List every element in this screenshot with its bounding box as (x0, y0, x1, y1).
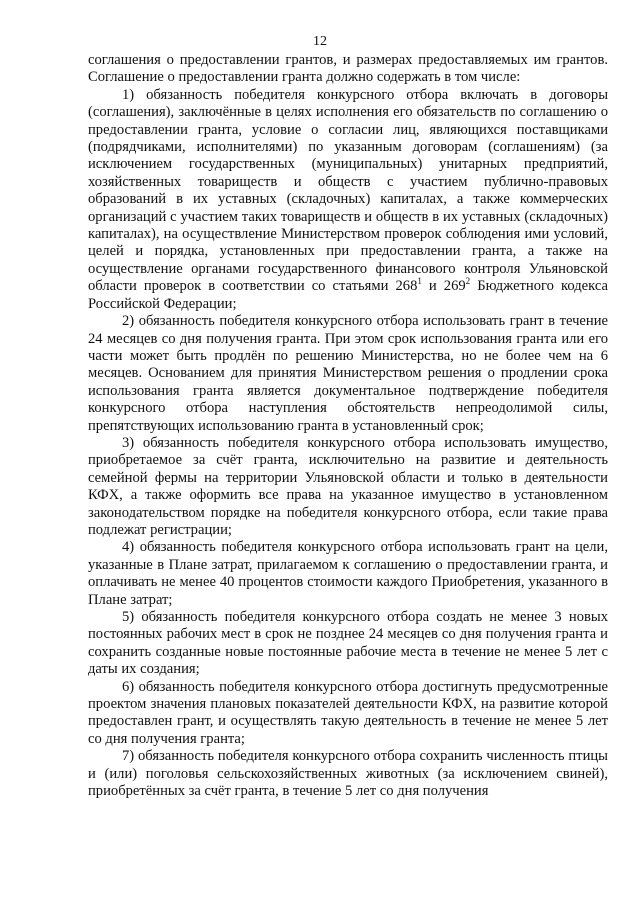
paragraph-item-1-tail: Бюджетного кодекса Российской Федерации; (88, 278, 608, 312)
paragraph-item-1-mid: и 269 (421, 278, 466, 295)
document-body (88, 52, 608, 800)
page-number: 12 (313, 34, 327, 49)
paragraph-item-3: 3) обязанность победителя конкурсного отбора использовать имущество, приобретаемое за счёт гранта, исключительно на развитие и деятельность семейной фермы на территории Ульяновской области и только в деятельности КФХ, а также оформить все права на указанное имущество в установленном законодательством порядке на победителя конкурсного отбора, если такие права подлежат регистрации; (88, 434, 608, 538)
paragraph-item-1-text: 1) обязанность победителя конкурсного отбора включать в договоры (соглашения), заключённые в целях исполнения его обязательств по соглашению о предоставлении гранта, условие о согласии лиц, являющихся поставщиками (подрядчиками, исполнителями) по указанным договорам (соглашениям) (за исключением государственных (муниципальных) унитарных предприятий, хозяйственных товариществ и обществ с участием публично-правовых образований в их уставных (складочных) капиталах, а также коммерческих организаций с участием таких товариществ и обществ в их уставных (складочных) капиталах), на осуществление Министерством проверок соблюдения ими условий, целей и порядка, установленных при предоставлении гранта, а также на осуществление органами государственного финансового контроля Ульяновской области проверок в соответствии со статьями 268 (88, 86, 608, 295)
paragraph-item-2: 2) обязанность победителя конкурсного отбора использовать грант в течение 24 месяцев со дня получения гранта. При этом срок использования гранта или его части может быть продлён по решению Министерства, но не более чем на 6 месяцев. Основанием для принятия Министерством решения о продлении срока использования гранта является документальное подтверждение победителя конкурсного отбора наступления обстоятельств непреодолимой силы, препятствующих использованию гранта в установленный срок; (88, 313, 608, 434)
paragraph-item-5: 5) обязанность победителя конкурсного отбора создать не менее 3 новых постоянных рабочих мест в срок не позднее 24 месяцев со дня получения гранта и сохранить созданные новые постоянные рабочие места в течение не менее 5 лет с даты их создания; (88, 609, 608, 678)
footnote-sup-269: 2 (465, 276, 471, 287)
paragraph-item-4: 4) обязанность победителя конкурсного отбора использовать грант на цели, указанные в Плане затрат, прилагаемом к соглашению о предоставлении гранта, и оплачивать не менее 40 процентов стоимости каждого Приобретения, указанного в Плане затрат; (88, 539, 608, 608)
paragraph-intro: соглашения о предоставлении грантов, и размерах предоставляемых им грантов. Соглашение о предоставлении гранта должно содержать в том числе: (88, 52, 608, 86)
paragraph-item-7: 7) обязанность победителя конкурсного отбора сохранить численность птицы и (или) поголовья сельскохозяйственных животных (за исключением свиней), приобретённых за счёт гранта, в течение 5 лет со дня получения (88, 748, 608, 800)
footnote-sup-268: 1 (417, 276, 422, 287)
paragraph-item-6: 6) обязанность победителя конкурсного отбора достигнуть предусмотренные проектом значения плановых показателей деятельности КФХ, на развитие которой предоставлен грант, и осуществлять такую деятельность в течение не менее 5 лет со дня получения гранта; (88, 678, 608, 747)
paragraph-item-1 (88, 87, 608, 313)
